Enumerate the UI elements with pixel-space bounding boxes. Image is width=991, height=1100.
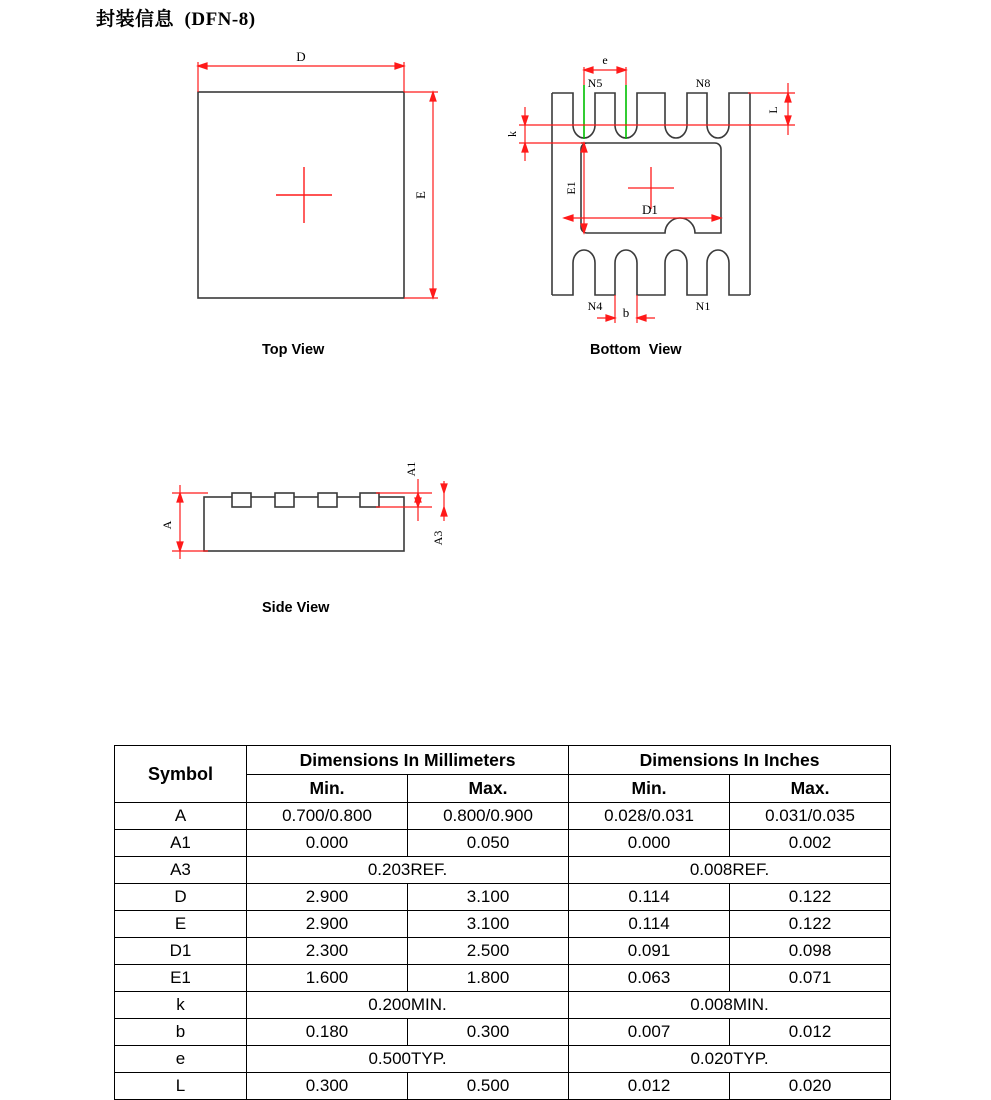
cell-in-min: 0.000 bbox=[569, 830, 730, 857]
header-millimeters: Dimensions In Millimeters bbox=[247, 746, 569, 775]
dimension-label-D1: D1 bbox=[642, 202, 658, 217]
table-row bbox=[115, 938, 891, 965]
top-view-drawing bbox=[170, 50, 460, 320]
cell-in-min: 0.063 bbox=[569, 965, 730, 992]
cell-mm-span: 0.200MIN. bbox=[247, 992, 569, 1019]
dimension-label-e: e bbox=[602, 53, 608, 67]
cell-symbol: e bbox=[115, 1046, 247, 1073]
cell-in-min: 0.012 bbox=[569, 1073, 730, 1100]
dimensions-table bbox=[114, 745, 891, 1100]
header-inches: Dimensions In Inches bbox=[569, 746, 891, 775]
cell-mm-span: 0.500TYP. bbox=[247, 1046, 569, 1073]
cell-in-span: 0.020TYP. bbox=[569, 1046, 891, 1073]
cell-in-max: 0.002 bbox=[730, 830, 891, 857]
table-row bbox=[115, 992, 891, 1019]
cell-symbol: E1 bbox=[115, 965, 247, 992]
cell-in-max: 0.012 bbox=[730, 1019, 891, 1046]
pin-label-N1: N1 bbox=[695, 299, 711, 313]
cell-mm-max: 0.300 bbox=[408, 1019, 569, 1046]
cell-mm-min: 0.000 bbox=[247, 830, 408, 857]
cell-in-min: 0.007 bbox=[569, 1019, 730, 1046]
cell-mm-max: 0.500 bbox=[408, 1073, 569, 1100]
pin-label-N5: N5 bbox=[587, 76, 603, 90]
cell-symbol: L bbox=[115, 1073, 247, 1100]
cell-mm-max: 0.050 bbox=[408, 830, 569, 857]
cell-in-span: 0.008MIN. bbox=[569, 992, 891, 1019]
cell-mm-min: 0.300 bbox=[247, 1073, 408, 1100]
header-in-max: Max. bbox=[730, 775, 891, 803]
cell-in-min: 0.091 bbox=[569, 938, 730, 965]
pin-label-N8: N8 bbox=[695, 76, 711, 90]
dimension-A3 bbox=[441, 481, 447, 521]
cell-mm-min: 1.600 bbox=[247, 965, 408, 992]
dimension-label-k: k bbox=[505, 131, 519, 137]
header-mm-min: Min. bbox=[247, 775, 408, 803]
side-view-label: Side View bbox=[262, 600, 330, 616]
header-symbol: Symbol bbox=[115, 746, 247, 803]
table-row bbox=[115, 1073, 891, 1100]
bottom-view-drawing bbox=[505, 55, 815, 320]
cell-symbol: k bbox=[115, 992, 247, 1019]
header-in-min: Min. bbox=[569, 775, 730, 803]
top-view-label: Top View bbox=[262, 342, 325, 358]
cell-mm-max: 0.800/0.900 bbox=[408, 803, 569, 830]
cell-in-span: 0.008REF. bbox=[569, 857, 891, 884]
cell-mm-min: 0.180 bbox=[247, 1019, 408, 1046]
dimension-label-D: D bbox=[296, 49, 306, 64]
cell-in-min: 0.114 bbox=[569, 884, 730, 911]
cell-in-max: 0.122 bbox=[730, 884, 891, 911]
dimensions-table-body bbox=[115, 803, 891, 1100]
cell-in-min: 0.114 bbox=[569, 911, 730, 938]
cell-mm-span: 0.203REF. bbox=[247, 857, 569, 884]
cell-symbol: b bbox=[115, 1019, 247, 1046]
dimension-D bbox=[198, 62, 404, 92]
table-row bbox=[115, 857, 891, 884]
table-row bbox=[115, 1019, 891, 1046]
page-title bbox=[96, 4, 256, 31]
cell-mm-min: 2.900 bbox=[247, 911, 408, 938]
cell-symbol: A1 bbox=[115, 830, 247, 857]
cell-in-max: 0.020 bbox=[730, 1073, 891, 1100]
cell-in-max: 0.122 bbox=[730, 911, 891, 938]
dimension-label-E1: E1 bbox=[564, 181, 578, 195]
cell-in-max: 0.071 bbox=[730, 965, 891, 992]
table-row bbox=[115, 830, 891, 857]
dimension-label-A3: A3 bbox=[431, 530, 445, 546]
table-row bbox=[115, 803, 891, 830]
table-row bbox=[115, 911, 891, 938]
cell-mm-max: 3.100 bbox=[408, 884, 569, 911]
cell-mm-max: 1.800 bbox=[408, 965, 569, 992]
dimension-label-A1: A1 bbox=[404, 461, 418, 477]
cell-symbol: A bbox=[115, 803, 247, 830]
cell-mm-min: 2.300 bbox=[247, 938, 408, 965]
cell-mm-max: 3.100 bbox=[408, 911, 569, 938]
bottom-view-label: Bottom View bbox=[590, 342, 682, 358]
table-row bbox=[115, 1046, 891, 1073]
cell-symbol: D1 bbox=[115, 938, 247, 965]
table-row bbox=[115, 884, 891, 911]
table-row bbox=[115, 965, 891, 992]
dimension-label-L: L bbox=[766, 106, 780, 114]
cell-symbol: A3 bbox=[115, 857, 247, 884]
side-view-drawing bbox=[160, 445, 480, 605]
dimension-label-E: E bbox=[413, 191, 428, 199]
cell-mm-min: 2.900 bbox=[247, 884, 408, 911]
dimension-label-A: A bbox=[160, 520, 174, 530]
page-title-chinese: 封装信息 bbox=[96, 8, 175, 30]
pin-label-N4: N4 bbox=[587, 299, 603, 313]
cell-in-max: 0.098 bbox=[730, 938, 891, 965]
cell-in-min: 0.028/0.031 bbox=[569, 803, 730, 830]
cell-symbol: D bbox=[115, 884, 247, 911]
cell-symbol: E bbox=[115, 911, 247, 938]
header-mm-max: Max. bbox=[408, 775, 569, 803]
cell-mm-max: 2.500 bbox=[408, 938, 569, 965]
cell-in-max: 0.031/0.035 bbox=[730, 803, 891, 830]
page-title-package: (DFN-8) bbox=[184, 9, 256, 30]
dimension-label-b: b bbox=[622, 305, 630, 320]
table-header-row-1 bbox=[115, 746, 891, 775]
cell-mm-min: 0.700/0.800 bbox=[247, 803, 408, 830]
dimension-A bbox=[172, 485, 208, 559]
